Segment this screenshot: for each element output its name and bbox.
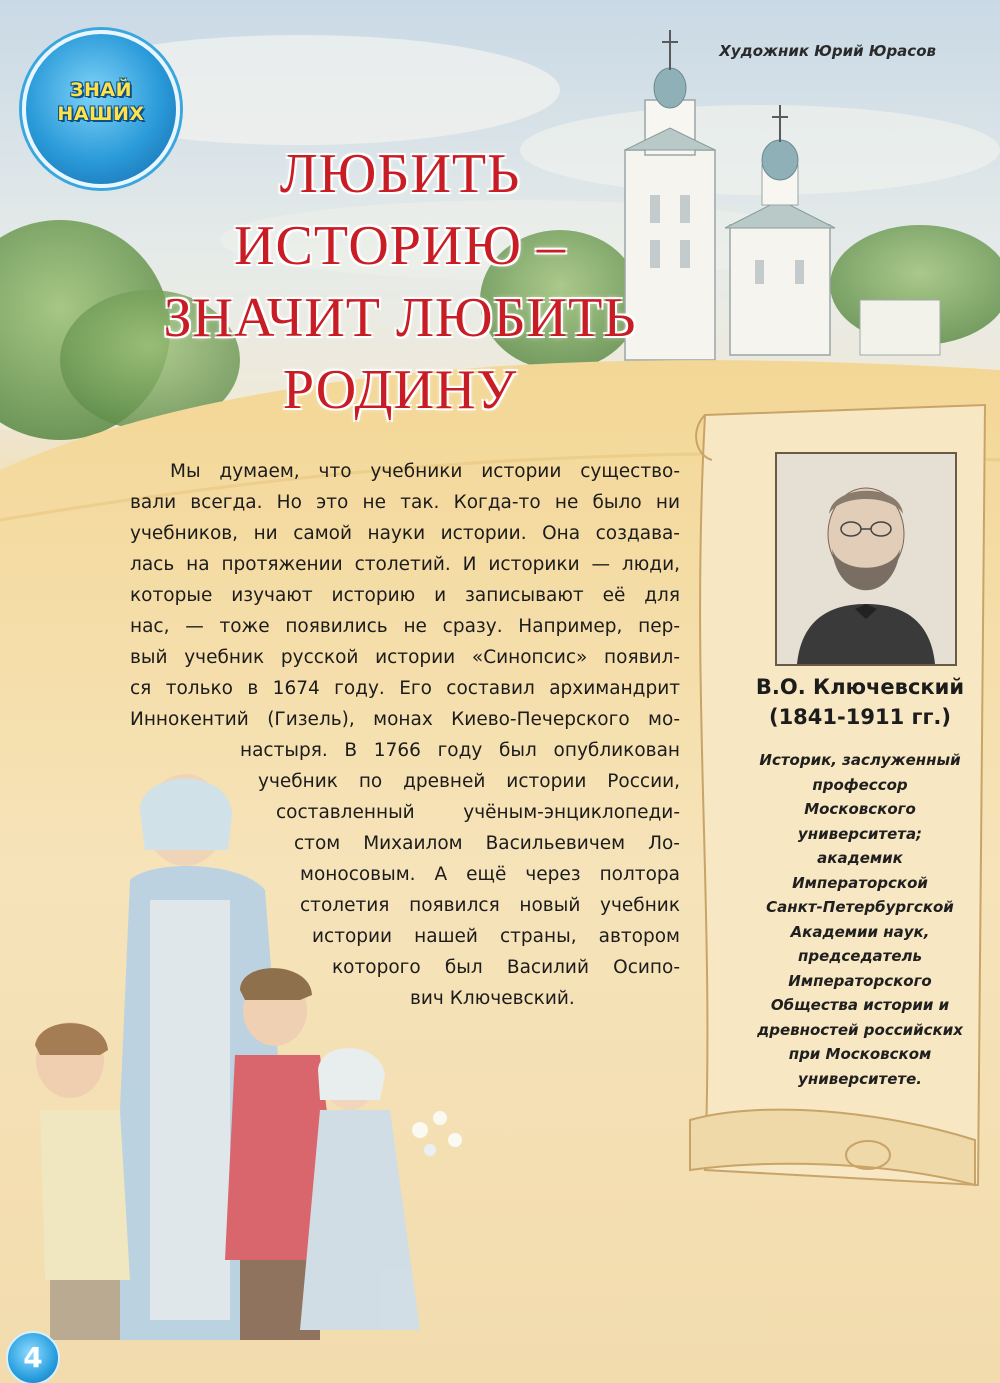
desc-line: председатель	[797, 947, 923, 965]
article-line: вич Ключевский.	[410, 988, 575, 1009]
historian-name: В.О. Ключевский	[755, 675, 965, 699]
article-line: которые изучают историю и записывают её для	[130, 585, 680, 606]
article-line: истории нашей страны, автором	[312, 926, 680, 947]
artist-credit: Художник Юрий Юрасов	[719, 42, 936, 60]
desc-line: при Московском	[788, 1045, 932, 1063]
desc-line: Императорского	[788, 971, 932, 990]
title-line-1: ЛЮБИТЬ	[279, 143, 521, 205]
desc-line: Общества истории и	[770, 996, 950, 1014]
desc-line: Историк, заслуженный	[759, 751, 961, 769]
kluchevsky-portrait	[775, 452, 957, 666]
badge-line-1: ЗНАЙ	[69, 79, 132, 101]
desc-line: Академии наук,	[790, 922, 930, 941]
historian-description	[735, 748, 985, 1091]
article-line: лась на протяжении столетий. И историки — люди,	[130, 554, 680, 575]
desc-line: университета;	[797, 824, 923, 843]
article-line: учебников, ни самой науки истории. Она создава-	[130, 523, 680, 544]
portrait-drawing	[777, 454, 955, 664]
desc-line: древностей российских	[757, 1020, 963, 1039]
article-line: настыря. В 1766 году был опубликован	[240, 740, 680, 761]
desc-line: профессор	[812, 775, 908, 794]
article-line: столетия появился новый учебник	[300, 895, 680, 916]
title-line-2: ИСТОРИЮ –	[234, 215, 566, 277]
article-line: нас, — тоже появились не сразу. Например, пер-	[130, 616, 680, 637]
article-line: вый учебник русской истории «Синопсис» появил-	[130, 647, 680, 668]
desc-line: Императорской	[792, 873, 928, 892]
title-line-4: РОДИНУ	[282, 359, 518, 421]
desc-line: академик	[817, 849, 903, 867]
desc-line: университете.	[798, 1069, 922, 1088]
page-title	[130, 138, 670, 426]
article-line: вали всегда. Но это не так. Когда-то не было ни	[130, 492, 680, 513]
article-line: составленный учёным-энциклопеди-	[276, 802, 680, 823]
article-line: учебник по древней истории России,	[258, 771, 680, 792]
desc-line: Московского	[804, 800, 916, 818]
article-line: которого был Василий Осипо-	[332, 957, 680, 978]
article-line: ся только в 1674 году. Его составил архимандрит	[130, 678, 680, 699]
title-line-3: ЗНАЧИТ ЛЮБИТЬ	[163, 287, 637, 349]
historian-years: (1841-1911 гг.)	[768, 705, 952, 729]
article-line: моносовым. А ещё через полтора	[300, 864, 680, 885]
badge-line-2: НАШИХ	[57, 103, 145, 125]
article-line: стом Михаилом Васильевичем Ло-	[294, 833, 680, 854]
article-line: Иннокентий (Гизель), монах Киево-Печерского мо-	[130, 709, 680, 730]
desc-line: Санкт-Петербургской	[766, 898, 954, 916]
article-line: Мы думаем, что учебники истории существо-	[170, 461, 680, 482]
page-number: 4	[6, 1331, 60, 1383]
historian-name-block	[735, 672, 985, 732]
